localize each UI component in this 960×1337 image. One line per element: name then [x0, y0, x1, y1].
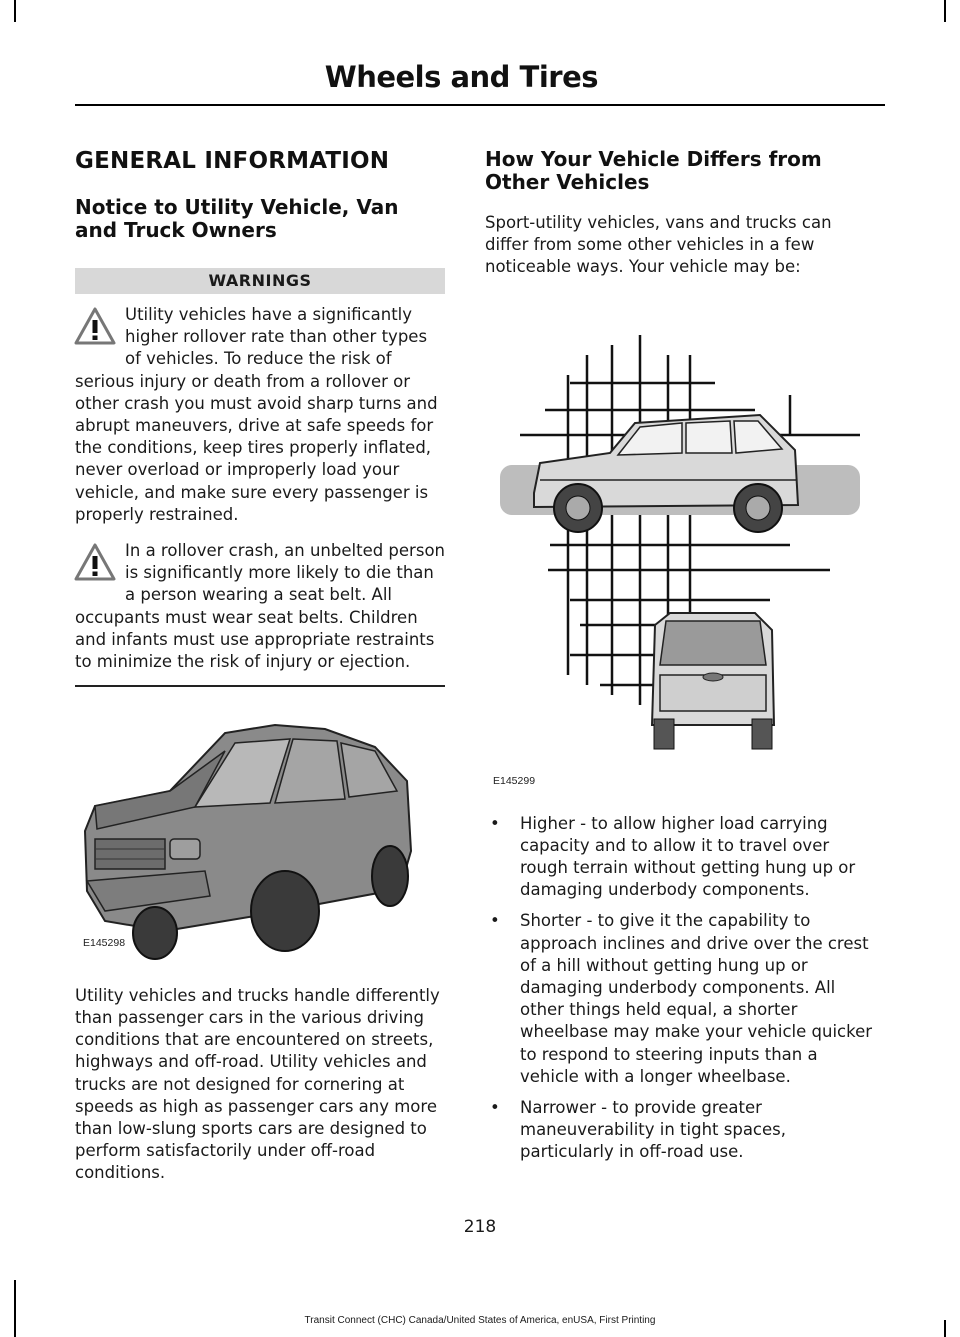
- header-rule: [75, 104, 885, 106]
- warning-2: [75, 540, 445, 673]
- utility-vehicle-paragraph: Utility vehicles and trucks handle differently than passenger cars in the various driving conditions that are encountered on streets, highways and off-road. Utility vehicles and trucks are not designed for cornering at speeds as high as passenger cars any more than low-slung sports cars are designed to perform satisfactorily under off-road conditions.: [75, 985, 440, 1183]
- list-item: • Shorter - to give it the capability to approach inclines and drive over the crest of a hill without getting hung up or damaging underbody components. All other things held equal, a shorter wheelbase may make your vehicle quicker to respond to steering inputs than a vehicle with a longer wheelbase.: [490, 911, 873, 1086]
- suv-front-image: [75, 711, 445, 961]
- warning-triangle-icon: [73, 542, 117, 584]
- warning-1: [75, 304, 445, 526]
- list-item: • Narrower - to provide greater maneuverability in tight spaces, particularly in off-road use.: [490, 1098, 786, 1162]
- warning-1-text: Utility vehicles have a significantly higher rollover rate than other types of vehicles. To reduce the risk of serious injury or death from a rollover or other crash you must avoid sharp turns and abrupt maneuvers, drive at safe speeds for the conditions, keep tires properly inflated, never overload or improperly load your vehicle, and make sure every passenger is properly restrained.: [75, 305, 438, 524]
- warnings-rule: [75, 685, 445, 687]
- subsection-title-differs: How Your Vehicle Differs from Other Vehicles: [485, 147, 822, 194]
- crop-mark-tl-v: [14, 0, 16, 22]
- vehicle-differences-list: [485, 813, 880, 1164]
- grid-vehicle-image: [490, 315, 870, 765]
- crop-mark-tr-v: [944, 0, 946, 22]
- warning-triangle-icon: [73, 306, 117, 348]
- bullet-icon: •: [490, 911, 500, 931]
- bullet-icon: •: [490, 1098, 500, 1118]
- section-title: GENERAL INFORMATION: [75, 148, 390, 174]
- crop-mark-bl-v: [14, 1280, 16, 1337]
- page-number: 218: [463, 1217, 497, 1237]
- right-column: [485, 140, 880, 1173]
- warnings-heading: WARNINGS: [75, 268, 445, 294]
- page-footer: Transit Connect (CHC) Canada/United States of America, enUSA, First Printing: [304, 1315, 656, 1326]
- figure-label-e145299: E145299: [493, 774, 536, 787]
- list-item: • Higher - to allow higher load carrying capacity and to allow it to travel over rough terrain without getting hung up or damaging underbody components.: [490, 813, 856, 900]
- bullet-icon: •: [490, 813, 500, 833]
- subsection-title-owners: Notice to Utility Vehicle, Van and Truck Owners: [75, 195, 399, 242]
- intro-paragraph: Sport-utility vehicles, vans and trucks can differ from some other vehicles in a few noticeable ways. Your vehicle may be:: [485, 213, 832, 277]
- page-header-title: Wheels and Tires: [324, 60, 598, 94]
- vehicle-dimensions-illustration: [485, 315, 880, 795]
- figure-label-e145298: E145298: [83, 936, 126, 949]
- left-column: [75, 140, 445, 1185]
- warning-2-text: In a rollover crash, an unbelted person is significantly more likely to die than a person wearing a seat belt. All occupants must wear seat belts. Children and infants must use appropriate restraints to minimize the risk of injury or ejection.: [75, 541, 445, 672]
- suv-illustration: [75, 711, 445, 961]
